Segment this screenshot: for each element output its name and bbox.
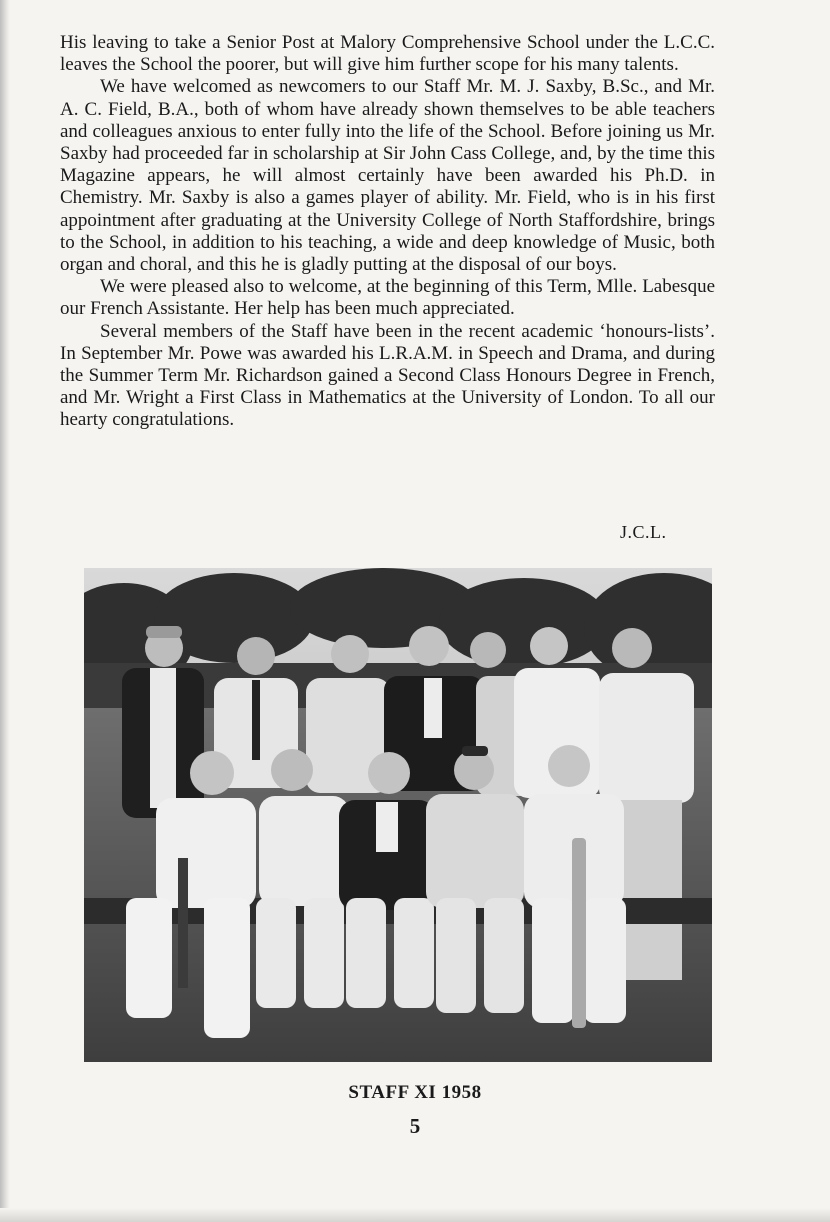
team-photograph [84,568,712,1062]
article-text [60,32,715,432]
page-bottom-edge [0,1208,830,1222]
page-binding-edge [0,0,10,1222]
paragraph: We have welcomed as newcomers to our Staff Mr. M. J. Saxby, B.Sc., and Mr. A. C. Field, B.A., both of whom have already shown themselves to be able teachers and colleagues anxious to enter fully into the life of the School. Before joining us Mr. Saxby had proceeded far in scholarship at Sir John Cass College, and, by the time this Magazine appears, he will almost certainly have been awarded his Ph.D. in Chemistry. Mr. Saxby is also a games player of ability. Mr. Field, who is in his first appointment after graduating at the University College of North Staffordshire, brings to the School, in addition to his teaching, a wide and deep knowledge of Music, both organ and choral, and this he is gladly putting at the disposal of our boys. [60,76,715,276]
paragraph: We were pleased also to welcome, at the beginning of this Term, Mlle. Labesque our French Assistante. Her help has been much appreciated. [60,276,715,320]
paragraph: His leaving to take a Senior Post at Malory Comprehensive School under the L.C.C. leaves the School the poorer, but will give him further scope for his many talents. [60,32,715,76]
author-initials: J.C.L. [620,522,667,542]
paragraph: Several members of the Staff have been in the recent academic ‘honours-lists’. In September Mr. Powe was awarded his L.R.A.M. in Speech and Drama, and during the Summer Term Mr. Richardson gained a Second Class Honours Degree in French, and Mr. Wright a First Class in Mathematics at the University of London. To all our hearty congratulations. [60,320,715,431]
page-number: 5 [409,1114,421,1138]
photo-illustration [84,568,712,1062]
photo-caption: STAFF XI 1958 [348,1082,482,1103]
